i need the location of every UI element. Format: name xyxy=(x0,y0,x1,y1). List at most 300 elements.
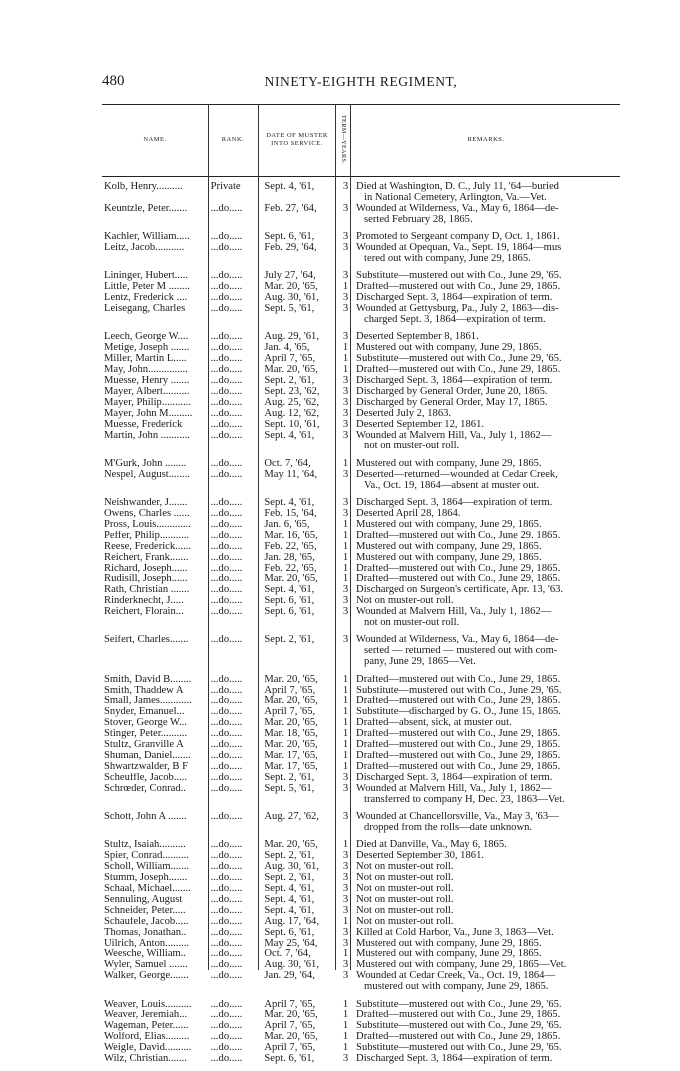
term-years: 1 xyxy=(342,342,349,354)
remarks-cell xyxy=(352,531,620,542)
rank-cell: ...do..... xyxy=(210,498,243,509)
rank-cell: ...do..... xyxy=(210,783,243,794)
rank-cell: ...do..... xyxy=(210,862,243,873)
muster-date: Feb. 29, '64, xyxy=(264,243,317,254)
term-years: 1 xyxy=(342,364,349,376)
muster-date: Sept. 5, '61, xyxy=(264,304,315,315)
muster-date: Aug. 30, '61, xyxy=(264,960,319,971)
muster-date: Sept. 2, '61, xyxy=(264,772,315,783)
muster-date: Mar. 20, '65, xyxy=(264,282,318,293)
table-row xyxy=(102,851,620,862)
remarks-line: Not on muster-out roll. xyxy=(356,905,454,916)
muster-date: Mar. 17, '65, xyxy=(264,761,318,772)
column-header-years xyxy=(338,107,348,173)
remarks-cell xyxy=(352,949,620,960)
rank-cell: ...do..... xyxy=(210,271,243,282)
muster-date: Aug. 30, '61, xyxy=(264,862,319,873)
remarks-cell xyxy=(352,1021,620,1032)
remarks-line: charged Sept. 3, 1864—expiration of term. xyxy=(364,314,546,325)
term-years: 1 xyxy=(342,728,349,740)
remarks-line: Drafted—absent, sick, at muster out. xyxy=(356,718,512,729)
remarks-cell xyxy=(352,784,620,806)
table-row xyxy=(102,812,620,834)
term-years: 3 xyxy=(342,811,349,823)
soldier-name: Wageman, Peter...... xyxy=(104,1021,189,1032)
muster-date: Mar. 20, '65, xyxy=(264,674,318,685)
soldier-name: Miller, Martin L..... xyxy=(104,354,187,365)
remarks-line: Wounded at Malvern Hill, Va., July 1, 1862— xyxy=(356,607,552,618)
term-years: 3 xyxy=(342,872,349,884)
soldier-name: Schneider, Peter..... xyxy=(104,905,186,916)
muster-date: Oct. 7, '64, xyxy=(264,458,311,469)
remarks-cell xyxy=(352,675,620,686)
term-years: 3 xyxy=(342,584,349,596)
rank-cell: ...do..... xyxy=(210,203,243,214)
rank-cell: ...do..... xyxy=(210,343,243,354)
remarks-line: serted February 28, 1865. xyxy=(364,214,473,225)
remarks-cell xyxy=(352,884,620,895)
term-years: 1 xyxy=(342,998,349,1010)
table-row xyxy=(102,271,620,282)
remarks-cell xyxy=(352,812,620,834)
remarks-line: Not on muster-out roll. xyxy=(356,873,454,884)
term-years: 3 xyxy=(342,202,349,214)
muster-date: April 7, '65, xyxy=(264,707,316,718)
table-row xyxy=(102,431,620,453)
remarks-cell xyxy=(352,895,620,906)
table-row xyxy=(102,906,620,917)
rank-cell: ...do..... xyxy=(210,949,243,960)
remarks-line: Wounded at Gettysburg, Pa., July 2, 1863—dis- xyxy=(356,304,559,315)
soldier-name: Owens, Charles ...... xyxy=(104,508,190,519)
muster-date: Sept. 2, '61, xyxy=(264,376,315,386)
rank-cell: ...do..... xyxy=(210,1054,243,1065)
rank-cell: ...do..... xyxy=(210,894,243,905)
remarks-cell xyxy=(352,498,620,509)
remarks-line: Discharged Sept. 3, 1864—expiration of term. xyxy=(356,376,553,386)
remarks-line: Discharged Sept. 3, 1864—expiration of term. xyxy=(356,498,553,509)
soldier-name: Lininger, Hubert..... xyxy=(104,271,189,282)
term-years: 1 xyxy=(342,706,349,718)
remarks-line: Discharged Sept. 3, 1864—expiration of term. xyxy=(356,293,553,304)
table-row xyxy=(102,409,620,420)
rank-cell: ...do..... xyxy=(210,458,243,469)
term-years: 3 xyxy=(342,242,349,254)
remarks-line: Drafted—mustered out with Co., June 29, 1865. xyxy=(356,282,561,293)
table-row xyxy=(102,707,620,718)
remarks-cell xyxy=(352,332,620,343)
table-row xyxy=(102,542,620,553)
table-row xyxy=(102,387,620,398)
remarks-line: Discharged Sept. 3, 1864—expiration of term. xyxy=(356,772,553,783)
remarks-cell xyxy=(352,282,620,293)
remarks-line: Not on muster-out roll. xyxy=(356,894,454,905)
soldier-name: Sennuling, August xyxy=(104,894,183,905)
term-years: 1 xyxy=(342,353,349,365)
remarks-cell xyxy=(352,740,620,751)
soldier-name: Pross, Louis............. xyxy=(104,519,191,530)
remarks-cell xyxy=(352,376,620,387)
soldier-name: Weaver, Jeremiah... xyxy=(104,1010,188,1021)
muster-date: Sept. 23, '62, xyxy=(264,386,320,397)
muster-date: Aug. 12, '62, xyxy=(264,408,319,419)
term-years: 1 xyxy=(342,529,349,541)
remarks-line: Discharged by General Order, June 20, 1865. xyxy=(356,386,548,397)
soldier-name: Shuman, Daniel....... xyxy=(104,751,191,761)
table-row xyxy=(102,459,620,470)
soldier-name: Stover, George W... xyxy=(104,718,187,729)
rank-cell: ...do..... xyxy=(210,905,243,916)
muster-date: Jan. 4, '65, xyxy=(264,343,310,354)
remarks-cell xyxy=(352,398,620,409)
table-row xyxy=(102,686,620,697)
soldier-name: Muesse, Frederick xyxy=(104,419,183,430)
remarks-line: Mustered out with company, June 29, 1865. xyxy=(356,541,542,552)
remarks-line: dropped from the rolls—date unknown. xyxy=(364,822,533,833)
soldier-name: Stultz, Granville A xyxy=(104,740,184,751)
table-row xyxy=(102,1032,620,1043)
rank-cell: ...do..... xyxy=(210,729,243,740)
table-row xyxy=(102,182,620,204)
remarks-cell xyxy=(352,387,620,398)
remarks-line: Drafted—mustered out with Co., June 29, 1865. xyxy=(356,696,561,707)
remarks-line: Promoted to Sergeant company D, Oct. 1, 1861. xyxy=(356,232,560,243)
term-years: 1 xyxy=(342,1009,349,1021)
muster-date: Mar. 18, '65, xyxy=(264,729,318,740)
soldier-name: Kachler, William..... xyxy=(104,232,190,243)
remarks-line: Mustered out with company, June 29, 1865. xyxy=(356,343,542,354)
remarks-line: Discharged on Surgeon's certificate, Apr. 13, '63. xyxy=(356,585,564,596)
soldier-name: Schaufele, Jacob..... xyxy=(104,916,189,927)
term-years: 3 xyxy=(342,959,349,971)
remarks-line: Substitute—mustered out with Co., June 29, '65. xyxy=(356,999,562,1010)
remarks-cell xyxy=(352,851,620,862)
rank-cell: ...do..... xyxy=(210,685,243,696)
muster-date: Jan. 6, '65, xyxy=(264,519,310,530)
table-row xyxy=(102,740,620,751)
remarks-cell xyxy=(352,971,620,993)
rank-cell: ...do..... xyxy=(210,552,243,563)
muster-date: Sept. 2, '61, xyxy=(264,851,315,862)
soldier-name: Leisegang, Charles xyxy=(104,304,186,315)
term-years: 3 xyxy=(342,292,349,304)
term-years: 1 xyxy=(342,673,349,685)
rank-cell: ...do..... xyxy=(210,851,243,862)
remarks-cell xyxy=(352,873,620,884)
rank-cell: ...do..... xyxy=(210,365,243,376)
soldier-name: Schrœder, Conrad.. xyxy=(104,783,186,794)
remarks-cell xyxy=(352,1000,620,1011)
muster-date: Feb. 15, '64, xyxy=(264,508,317,519)
remarks-line: transferred to company H, Dec. 23, 1863—Vet. xyxy=(364,794,565,805)
term-years: 3 xyxy=(342,468,349,480)
muster-date: Sept. 6, '61, xyxy=(264,596,315,607)
page-number: 480 xyxy=(102,73,125,89)
remarks-cell xyxy=(352,271,620,282)
rank-cell: ...do..... xyxy=(210,563,243,574)
rank-cell: ...do..... xyxy=(210,927,243,938)
soldier-name: Leech, George W.... xyxy=(104,332,189,343)
remarks-line: Mustered out with company, June 29, 1865. xyxy=(356,519,542,530)
term-years: 1 xyxy=(342,839,349,851)
term-years: 3 xyxy=(342,926,349,938)
table-row xyxy=(102,635,620,668)
rank-cell: ...do..... xyxy=(210,960,243,971)
remarks-cell xyxy=(352,762,620,773)
term-years: 3 xyxy=(342,331,349,343)
term-years: 1 xyxy=(342,915,349,927)
term-years: 1 xyxy=(342,1042,349,1054)
rank-cell: ...do..... xyxy=(210,1021,243,1032)
remarks-line: Not on muster-out roll. xyxy=(356,883,454,894)
soldier-name: Uilrich, Anton......... xyxy=(104,938,190,949)
term-years: 3 xyxy=(342,231,349,243)
soldier-name: Wolford, Elias......... xyxy=(104,1032,190,1043)
muster-date: April 7, '65, xyxy=(264,685,316,696)
muster-date: May 25, '64, xyxy=(264,938,318,949)
remarks-line: Va., Oct. 19, 1864—absent at muster out. xyxy=(364,480,540,491)
table-row xyxy=(102,928,620,939)
muster-date: Aug. 17, '64, xyxy=(264,916,319,927)
term-years: 1 xyxy=(342,750,349,761)
remarks-line: Mustered out with company, June 29, 1865. xyxy=(356,938,542,949)
remarks-line: Mustered out with company, June 29, 1865. xyxy=(356,458,542,469)
rank-cell: ...do..... xyxy=(210,1010,243,1021)
table-row xyxy=(102,862,620,873)
soldier-name: Weaver, Louis.......... xyxy=(104,999,192,1010)
term-years: 1 xyxy=(342,551,349,563)
muster-date: Sept. 6, '61, xyxy=(264,607,315,618)
muster-date: Mar. 16, '65, xyxy=(264,530,318,541)
remarks-cell xyxy=(352,542,620,553)
remarks-line: not on muster-out roll. xyxy=(364,441,460,452)
soldier-name: Richard, Joseph...... xyxy=(104,563,188,574)
soldier-name: Rudisill, Joseph...... xyxy=(104,574,188,585)
table-row xyxy=(102,784,620,806)
term-years: 3 xyxy=(342,937,349,949)
muster-date: Sept. 2, '61, xyxy=(264,873,315,884)
rank-cell: ...do..... xyxy=(210,707,243,718)
table-row xyxy=(102,585,620,596)
table-row xyxy=(102,376,620,387)
remarks-cell xyxy=(352,729,620,740)
soldier-name: Martin, John ........... xyxy=(104,430,190,441)
rank-cell: ...do..... xyxy=(210,751,243,761)
rank-cell: ...do..... xyxy=(210,530,243,541)
table-row xyxy=(102,917,620,928)
term-years: 3 xyxy=(342,771,349,783)
table-row xyxy=(102,1043,620,1054)
rank-cell: ...do..... xyxy=(210,812,243,823)
term-years: 1 xyxy=(342,760,349,772)
muster-date: Mar. 17, '65, xyxy=(264,751,318,761)
muster-date: Sept. 6, '61, xyxy=(264,232,315,243)
soldier-name: Nespel, August........ xyxy=(104,469,190,480)
table-row xyxy=(102,304,620,326)
table-body xyxy=(102,182,620,1065)
muster-date: Sept. 4, '61, xyxy=(264,883,315,894)
soldier-name: Keuntzle, Peter....... xyxy=(104,203,188,214)
remarks-cell xyxy=(352,1010,620,1021)
rank-cell: Private xyxy=(210,182,241,192)
remarks-cell xyxy=(352,607,620,629)
term-years: 3 xyxy=(342,861,349,873)
muster-date: Sept. 6, '61, xyxy=(264,1054,315,1065)
muster-date: Aug. 30, '61, xyxy=(264,293,319,304)
soldier-name: Spier, Conrad.......... xyxy=(104,851,189,862)
remarks-cell xyxy=(352,520,620,531)
table-row xyxy=(102,939,620,950)
table-row xyxy=(102,607,620,629)
remarks-cell xyxy=(352,596,620,607)
soldier-name: Thomas, Jonathan.. xyxy=(104,927,187,938)
term-years: 1 xyxy=(342,518,349,530)
remarks-cell xyxy=(352,751,620,762)
remarks-line: Wounded at Wilderness, Va., May 6, 1864—de- xyxy=(356,635,559,646)
remarks-line: Wounded at Opequan, Va., Sept. 19, 1864—mus xyxy=(356,243,562,254)
soldier-name: Metige, Joseph ....... xyxy=(104,343,190,354)
remarks-line: Mustered out with company, June 29, 1865—Vet. xyxy=(356,960,567,971)
soldier-name: Weigle, David.......... xyxy=(104,1043,192,1054)
remarks-line: Wounded at Chancellorsville, Va., May 3, '63— xyxy=(356,812,559,823)
remarks-line: Deserted July 2, 1863. xyxy=(356,408,452,419)
table-row xyxy=(102,696,620,707)
remarks-cell xyxy=(352,635,620,668)
remarks-line: Wounded at Cedar Creek, Va., Oct. 19, 1864— xyxy=(356,971,556,982)
remarks-cell xyxy=(352,293,620,304)
term-years: 1 xyxy=(342,573,349,585)
term-years: 3 xyxy=(342,181,349,192)
soldier-name: Scheuffle, Jacob..... xyxy=(104,772,188,783)
soldier-name: Weesche, William.. xyxy=(104,949,187,960)
rank-cell: ...do..... xyxy=(210,243,243,254)
rank-cell: ...do..... xyxy=(210,397,243,408)
muster-date: Sept. 4, '61, xyxy=(264,894,315,905)
remarks-cell xyxy=(352,409,620,420)
term-years: 3 xyxy=(342,882,349,894)
rank-cell: ...do..... xyxy=(210,293,243,304)
rank-cell: ...do..... xyxy=(210,519,243,530)
term-years: 3 xyxy=(342,385,349,397)
term-years: 1 xyxy=(342,739,349,751)
remarks-line: Drafted—mustered out with Co., June 29, 1865. xyxy=(356,1010,561,1021)
term-years: 1 xyxy=(342,540,349,552)
muster-date: July 27, '64, xyxy=(264,271,316,282)
soldier-name: Smith, David B........ xyxy=(104,674,192,685)
muster-date: Mar. 20, '65, xyxy=(264,840,318,851)
remarks-line: Not on muster-out roll. xyxy=(356,916,454,927)
term-years: 3 xyxy=(342,507,349,519)
remarks-line: serted — returned — mustered out with com- xyxy=(364,646,558,657)
remarks-line: Substitute—mustered out with Co., June 29, '65. xyxy=(356,1021,562,1032)
muster-date: Sept. 5, '61, xyxy=(264,783,315,794)
remarks-line: Deserted September 12, 1861. xyxy=(356,419,485,430)
table-row xyxy=(102,509,620,520)
table-row xyxy=(102,564,620,575)
muster-date: Mar. 20, '65, xyxy=(264,1032,318,1043)
table-row xyxy=(102,553,620,564)
muster-date: Feb. 27, '64, xyxy=(264,203,317,214)
table-row xyxy=(102,773,620,784)
column-header-remarks: REMARKS. xyxy=(467,135,505,143)
term-years: 1 xyxy=(342,948,349,960)
rank-cell: ...do..... xyxy=(210,304,243,315)
remarks-line: Wounded at Wilderness, Va., May 6, 1864—de- xyxy=(356,203,559,214)
rank-cell: ...do..... xyxy=(210,332,243,343)
term-years: 1 xyxy=(342,562,349,574)
muster-date: Mar. 20, '65, xyxy=(264,740,318,751)
term-years: 3 xyxy=(342,1053,349,1065)
rank-cell: ...do..... xyxy=(210,883,243,894)
table-row xyxy=(102,574,620,585)
remarks-line: pany, June 29, 1865—Vet. xyxy=(364,657,476,668)
remarks-line: Deserted April 28, 1864. xyxy=(356,508,461,519)
term-years: 3 xyxy=(342,429,349,441)
remarks-cell xyxy=(352,470,620,492)
soldier-name: Wilz, Christian....... xyxy=(104,1054,187,1065)
rank-cell: ...do..... xyxy=(210,772,243,783)
soldier-name: Shwartzwalder, B F xyxy=(104,761,189,772)
remarks-line: Not on muster-out roll. xyxy=(356,862,454,873)
term-years: 3 xyxy=(342,606,349,618)
muster-date: Feb. 22, '65, xyxy=(264,541,317,552)
table-row xyxy=(102,895,620,906)
soldier-name: Stinger, Peter.......... xyxy=(104,729,188,740)
soldier-name: Rinderknecht, J..... xyxy=(104,596,184,607)
muster-date: Jan. 29, '64, xyxy=(264,971,315,982)
table-row xyxy=(102,596,620,607)
muster-date: April 7, '65, xyxy=(264,1043,316,1054)
term-years: 3 xyxy=(342,497,349,509)
muster-date: Feb. 22, '65, xyxy=(264,563,317,574)
soldier-name: Wyler, Samuel ....... xyxy=(104,960,188,971)
muster-date: Sept. 4, '61, xyxy=(264,585,315,596)
rank-cell: ...do..... xyxy=(210,585,243,596)
muster-date: Sept. 4, '61, xyxy=(264,430,315,441)
muster-date: April 7, '65, xyxy=(264,354,316,365)
remarks-cell xyxy=(352,204,620,226)
rank-cell: ...do..... xyxy=(210,674,243,685)
soldier-name: Snyder, Emanuel... xyxy=(104,707,185,718)
table-row xyxy=(102,1010,620,1021)
remarks-cell xyxy=(352,939,620,950)
remarks-cell xyxy=(352,354,620,365)
rank-cell: ...do..... xyxy=(210,386,243,397)
remarks-line: Killed at Cold Harbor, Va., June 3, 1863—Vet. xyxy=(356,927,554,938)
remarks-line: Deserted September 8, 1861. xyxy=(356,332,479,343)
table-row xyxy=(102,675,620,686)
table-row xyxy=(102,1054,620,1065)
soldier-name: Reichert, Frank....... xyxy=(104,552,189,563)
soldier-name: Stumm, Joseph....... xyxy=(104,873,188,884)
remarks-line: Drafted—mustered out with Co., June 29, 1865. xyxy=(356,729,561,740)
muster-date: Aug. 25, '62, xyxy=(264,397,319,408)
muster-date: Mar. 20, '65, xyxy=(264,718,318,729)
term-years: 3 xyxy=(342,850,349,862)
remarks-cell xyxy=(352,686,620,697)
muster-date: Mar. 20, '65, xyxy=(264,365,318,376)
table-row xyxy=(102,762,620,773)
soldier-name: Neishwander, J....... xyxy=(104,498,188,509)
remarks-cell xyxy=(352,773,620,784)
remarks-line: Mustered out with company, June 29, 1865. xyxy=(356,552,542,563)
soldier-name: Rath, Christian ....... xyxy=(104,585,190,596)
soldier-name: Smith, Thaddew A xyxy=(104,685,184,696)
term-years: 3 xyxy=(342,595,349,607)
rank-cell: ...do..... xyxy=(210,635,243,646)
remarks-cell xyxy=(352,707,620,718)
soldier-name: Lentz, Frederick .... xyxy=(104,293,188,304)
